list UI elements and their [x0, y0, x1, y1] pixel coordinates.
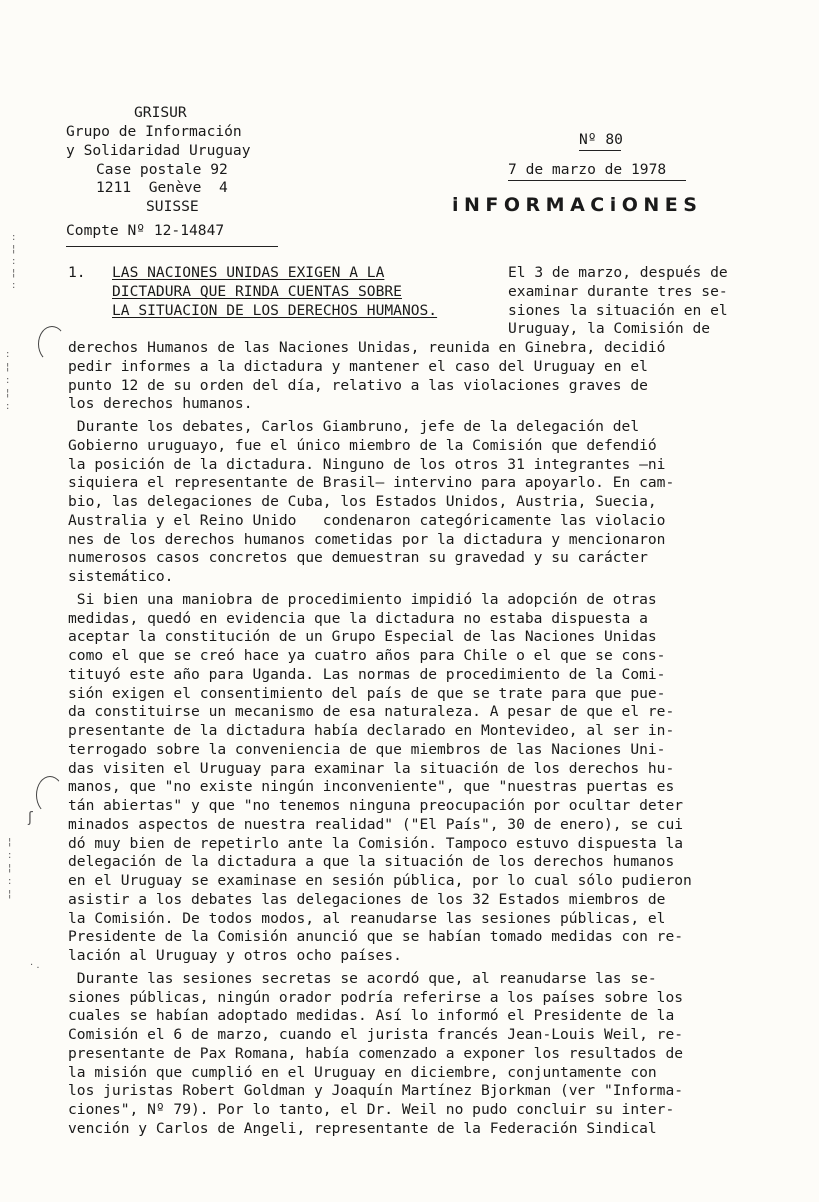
org-address-line2: 1211 Genève 4 [96, 179, 228, 196]
body-line: terrogado sobre la conveniencia de que miembros de las Naciones Uni- [68, 740, 666, 758]
body-line: Australia y el Reino Unido condenaron categóricamente las violacio [68, 511, 666, 529]
body-line: delegación de la dictadura a que la situación de los derechos humanos [68, 853, 675, 871]
account-underline [66, 246, 278, 247]
body-line: la Comisión. De todos modos, al reanudarse las sesiones públicas, el [68, 909, 666, 927]
headline-line: DICTADURA QUE RINDA CUENTAS SOBRE [112, 283, 402, 300]
org-name: GRISUR [134, 104, 187, 121]
body-line: sión exigen el consentimiento del país de que se trate para que pue- [68, 684, 666, 702]
body-line: lación al Uruguay y otros ocho países. [68, 947, 402, 964]
org-account: Compte Nº 12-14847 [66, 222, 225, 239]
body-line: asistir a los debates las delegaciones de los 32 Estados miembros de [68, 890, 666, 908]
body-line: presentante de Pax Romana, había comenzado a exponer los resultados de [68, 1044, 684, 1062]
body-line: vención y Carlos de Angeli, representante de la Federación Sindical [68, 1119, 657, 1137]
body-line: medidas, quedó en evidencia que la dictadura no estaba dispuesta a [68, 609, 648, 627]
issue-date-underline [508, 180, 686, 181]
body-line: manos, que "no existe ningún inconveniente", que "nuestras puertas es [68, 778, 675, 796]
intro-line: examinar durante tres se- [508, 282, 728, 300]
body-line: nes de los derechos humanos cometidas por la dictadura y mencionaron [68, 530, 666, 548]
margin-dots: : ¦ : ¦ : [6, 349, 10, 412]
margin-mark: ʃ [28, 810, 33, 826]
body-line: Comisión el 6 de marzo, cuando el jurista francés Jean-Louis Weil, re- [68, 1026, 684, 1043]
body-line: Durante los debates, Carlos Giambruno, jefe de la delegación del [68, 418, 640, 435]
body-line: dó muy bien de repetirlo ante la Comisión. Tampoco estuvo dispuesta la [68, 834, 684, 852]
article-body [68, 339, 768, 1139]
intro-line: El 3 de marzo, después de [508, 264, 728, 281]
issue-date: 7 de marzo de 1978 [508, 161, 667, 178]
body-line: siones públicas, ningún orador podría referirse a los países sobre los [68, 988, 684, 1006]
body-line: como el que se creó hace ya cuatro años para Chile o el que se cons- [68, 647, 666, 664]
body-line: ciones", Nº 79). Por lo tanto, el Dr. Weil no pudo concluir su inter- [68, 1101, 675, 1118]
article-number: 1. [68, 264, 86, 281]
article-intro [508, 264, 728, 339]
body-line: en el Uruguay se examinase en sesión pública, por lo cual sólo pudieron [68, 872, 692, 889]
body-line: Durante las sesiones secretas se acordó que, al reanudarse las se- [68, 969, 657, 987]
headline-line: LAS NACIONES UNIDAS EXIGEN A LA [112, 264, 385, 281]
margin-dots: : ¦ : ¦ : [12, 232, 16, 291]
body-line: numerosos casos concretos que demuestran su gravedad y su carácter [68, 549, 648, 567]
org-address-line1: Case postale 92 [96, 161, 228, 178]
body-line: Gobierno uruguayo, fue el único miembro de la Comisión que defendió [68, 436, 657, 454]
org-full-name-line2: y Solidaridad Uruguay [66, 142, 251, 159]
issue-number: Nº 80 [579, 131, 623, 148]
body-line: la misión que cumplió en el Uruguay en diciembre, conjuntamente con [68, 1063, 657, 1081]
body-line: bio, las delegaciones de Cuba, los Estados Unidos, Austria, Suecia, [68, 493, 657, 510]
body-line: Presidente de la Comisión anunció que se habían tomado medidas con re- [68, 928, 684, 946]
intro-line: Uruguay, la Comisión de [508, 320, 711, 338]
body-line: das visiten el Uruguay para examinar la situación de los derechos hu- [68, 759, 675, 777]
body-line: pedir informes a la dictadura y mantener el caso del Uruguay en el [68, 357, 648, 375]
body-line: Si bien una maniobra de procedimiento impidió la adopción de otras [68, 590, 657, 608]
margin-dots: · . [30, 960, 40, 971]
body-line: sistemático. [68, 568, 174, 585]
body-line: siquiera el representante de Brasil— intervino para apoyarlo. En cam- [68, 474, 675, 492]
body-line: tituyó este año para Uganda. Las normas de procedimiento de la Comi- [68, 665, 666, 683]
org-full-name-line1: Grupo de Información [66, 123, 242, 140]
body-line: la posición de la dictadura. Ninguno de los otros 31 integrantes —ni [68, 455, 666, 473]
body-line: minados aspectos de nuestra realidad" ("El País", 30 de enero), se cui [68, 815, 684, 833]
body-line: derechos Humanos de las Naciones Unidas, reunida en Ginebra, decidió [68, 339, 666, 356]
body-line: los juristas Robert Goldman y Joaquín Martínez Bjorkman (ver "Informa- [68, 1082, 684, 1100]
body-line: da constituirse un mecanismo de esa naturaleza. A pesar de que el re- [68, 703, 675, 721]
body-line: punto 12 de su orden del día, relativo a las violaciones graves de [68, 376, 648, 394]
issue-number-underline [579, 150, 621, 151]
body-line: presentante de la dictadura había declarado en Montevideo, al ser in- [68, 722, 675, 739]
punch-hole-mark [36, 776, 64, 814]
punch-hole-mark [38, 326, 66, 362]
body-line: los derechos humanos. [68, 395, 253, 413]
margin-dots: ¦ : ¦ : ¦ [8, 837, 12, 900]
body-line: tán abiertas" y que "no tenemos ninguna preocupación por ocultar deter [68, 797, 684, 814]
publication-title: iNFORMACiONES [452, 194, 703, 216]
org-country: SUISSE [146, 198, 199, 215]
intro-line: siones la situación en el [508, 301, 728, 319]
body-line: aceptar la constitución de un Grupo Especial de las Naciones Unidas [68, 628, 657, 646]
body-line: cuales se habían adoptado medidas. Así lo informó el Presidente de la [68, 1007, 675, 1025]
headline-line: LA SITUACION DE LOS DERECHOS HUMANOS. [112, 302, 438, 319]
